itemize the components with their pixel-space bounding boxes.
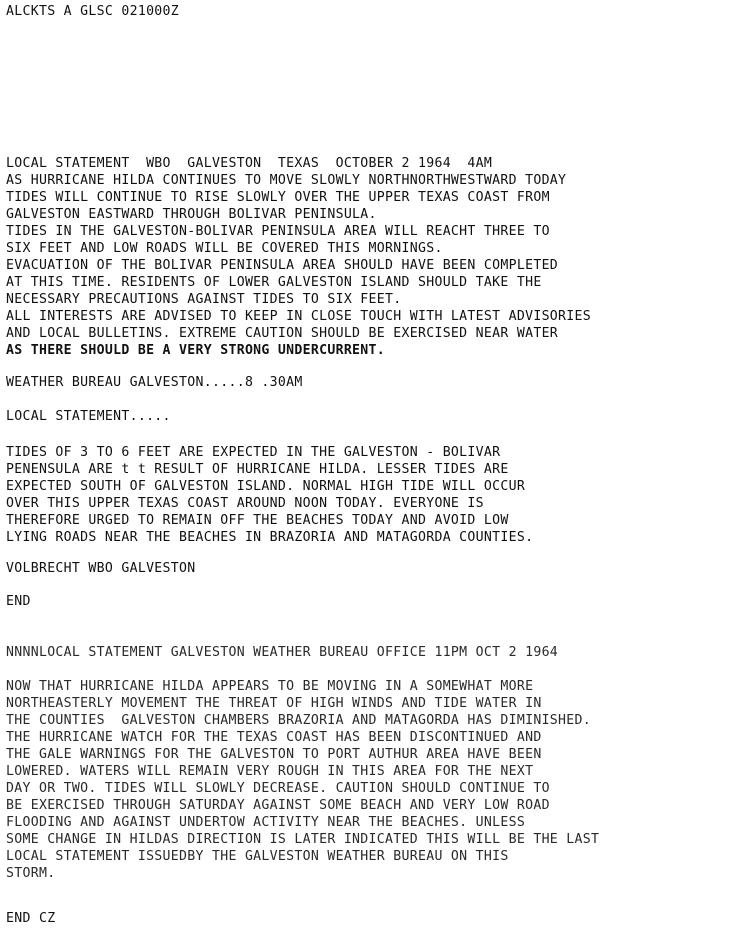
statement-3-line: THE COUNTIES GALVESTON CHAMBERS BRAZORIA AND MATAGORDA HAS DIMINISHED. <box>6 713 592 728</box>
statement-1-line: AS THERE SHOULD BE A VERY STRONG UNDERCURRENT. <box>6 343 386 358</box>
statement-1-line: LOCAL STATEMENT WBO GALVESTON TEXAS OCTOBER 2 1964 4AM <box>6 156 493 171</box>
statement-2-line: OVER THIS UPPER TEXAS COAST AROUND NOON TODAY. EVERYONE IS <box>6 496 484 511</box>
header-line: ALCKTS A GLSC 021000Z <box>6 4 180 19</box>
statement-2-line: THEREFORE URGED TO REMAIN OFF THE BEACHES TODAY AND AVOID LOW <box>6 513 509 528</box>
statement-1-line: EVACUATION OF THE BOLIVAR PENINSULA AREA SHOULD HAVE BEEN COMPLETED <box>6 258 559 273</box>
statement-2-line: EXPECTED SOUTH OF GALVESTON ISLAND. NORMAL HIGH TIDE WILL OCCUR <box>6 479 526 494</box>
statement-1-line: AND LOCAL BULLETINS. EXTREME CAUTION SHOULD BE EXERCISED NEAR WATER <box>6 326 559 341</box>
bureau-line: WEATHER BUREAU GALVESTON.....8 .30AM <box>6 375 303 390</box>
statement-1-line: AT THIS TIME. RESIDENTS OF LOWER GALVESTON ISLAND SHOULD TAKE THE <box>6 275 542 290</box>
statement-3-line: DAY OR TWO. TIDES WILL SLOWLY DECREASE. CAUTION SHOULD CONTINUE TO <box>6 781 550 796</box>
statement-3-heading: NNNNLOCAL STATEMENT GALVESTON WEATHER BUREAU OFFICE 11PM OCT 2 1964 <box>6 645 559 660</box>
statement-1-line: SIX FEET AND LOW ROADS WILL BE COVERED THIS MORNINGS. <box>6 241 443 256</box>
statement-3-line: BE EXERCISED THROUGH SATURDAY AGAINST SOME BEACH AND VERY LOW ROAD <box>6 798 550 813</box>
local-statement-label: LOCAL STATEMENT..... <box>6 409 171 424</box>
statement-1-line: TIDES WILL CONTINUE TO RISE SLOWLY OVER THE UPPER TEXAS COAST FROM <box>6 190 550 205</box>
statement-3-line: SOME CHANGE IN HILDAS DIRECTION IS LATER INDICATED THIS WILL BE THE LAST <box>6 832 600 847</box>
statement-3-line: THE GALE WARNINGS FOR THE GALVESTON TO PORT AUTHUR AREA HAVE BEEN <box>6 747 542 762</box>
statement-2-line: TIDES OF 3 TO 6 FEET ARE EXPECTED IN THE GALVESTON - BOLIVAR <box>6 445 501 460</box>
statement-3-line: NOW THAT HURRICANE HILDA APPEARS TO BE MOVING IN A SOMEWHAT MORE <box>6 679 534 694</box>
statement-3-line: STORM. <box>6 866 56 881</box>
statement-3-line: FLOODING AND AGAINST UNDERTOW ACTIVITY NEAR THE BEACHES. UNLESS <box>6 815 526 830</box>
statement-2-line: LYING ROADS NEAR THE BEACHES IN BRAZORIA AND MATAGORDA COUNTIES. <box>6 530 534 545</box>
statement-2-line: PENENSULA ARE t t RESULT OF HURRICANE HILDA. LESSER TIDES ARE <box>6 462 509 477</box>
statement-1-line: TIDES IN THE GALVESTON-BOLIVAR PENINSULA AREA WILL REACHT THREE TO <box>6 224 550 239</box>
statement-1-line: ALL INTERESTS ARE ADVISED TO KEEP IN CLOSE TOUCH WITH LATEST ADVISORIES <box>6 309 592 324</box>
statement-1-line: AS HURRICANE HILDA CONTINUES TO MOVE SLOWLY NORTHNORTHWESTWARD TODAY <box>6 173 567 188</box>
statement-1-line: NECESSARY PRECAUTIONS AGAINST TIDES TO SIX FEET. <box>6 292 402 307</box>
statement-3-line: THE HURRICANE WATCH FOR THE TEXAS COAST HAS BEEN DISCONTINUED AND <box>6 730 542 745</box>
statement-3-line: NORTHEASTERLY MOVEMENT THE THREAT OF HIGH WINDS AND TIDE WATER IN <box>6 696 542 711</box>
statement-1-line: GALVESTON EASTWARD THROUGH BOLIVAR PENINSULA. <box>6 207 377 222</box>
end-marker: END <box>6 594 31 609</box>
statement-3-line: LOWERED. WATERS WILL REMAIN VERY ROUGH IN THIS AREA FOR THE NEXT <box>6 764 534 779</box>
statement-3-line: LOCAL STATEMENT ISSUEDBY THE GALVESTON WEATHER BUREAU ON THIS <box>6 849 509 864</box>
end-cz-marker: END CZ <box>6 911 56 926</box>
signature: VOLBRECHT WBO GALVESTON <box>6 561 196 576</box>
